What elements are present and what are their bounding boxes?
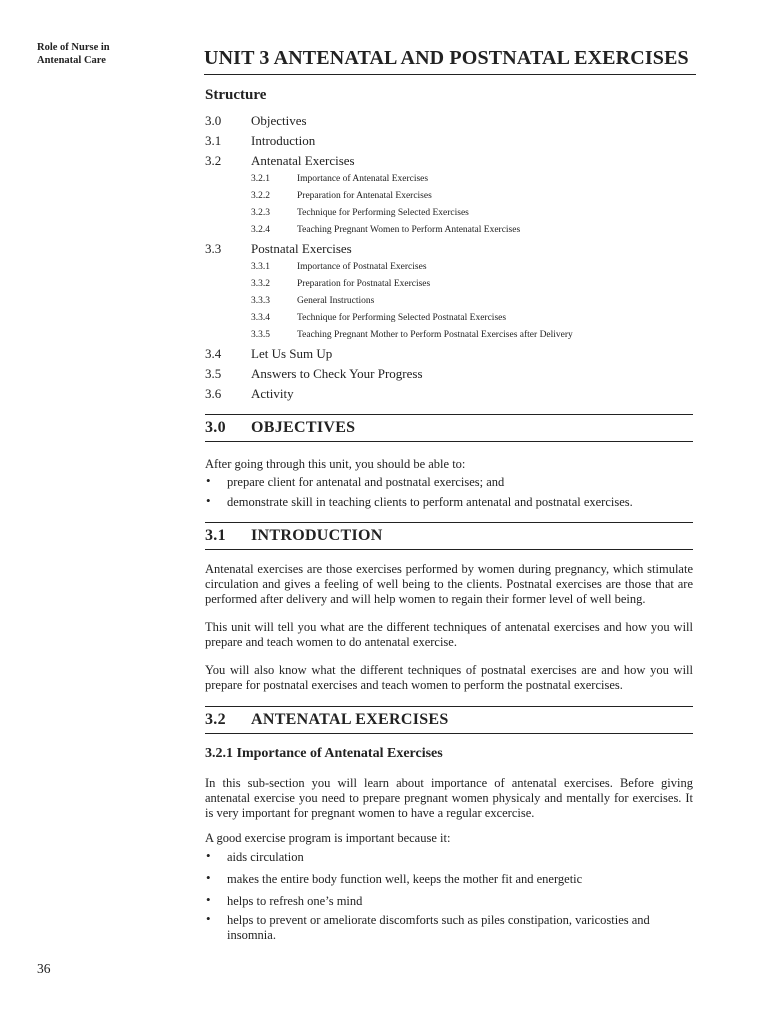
toc-subitem bbox=[205, 171, 693, 188]
list-item-text: makes the entire body function well, keeps the mother fit and energetic bbox=[227, 872, 583, 886]
toc-subitem bbox=[205, 293, 693, 310]
toc-item-label: Answers to Check Your Progress bbox=[251, 366, 423, 381]
section-heading-objectives bbox=[205, 414, 693, 442]
page-number: 36 bbox=[37, 961, 51, 976]
toc-subitem-label: Teaching Pregnant Women to Perform Antenatal Exercises bbox=[297, 225, 521, 235]
toc-item bbox=[205, 151, 693, 171]
toc-subitem bbox=[205, 310, 693, 327]
list-item bbox=[205, 913, 693, 943]
toc-item bbox=[205, 384, 693, 404]
table-of-contents bbox=[205, 111, 693, 404]
toc-item-label: Let Us Sum Up bbox=[251, 346, 333, 361]
unit-title: UNIT 3 ANTENATAL AND POSTNATAL EXERCISES bbox=[204, 44, 696, 75]
toc-subitem-label: General Instructions bbox=[297, 296, 375, 306]
toc-subitem-number: 3.2.2 bbox=[251, 191, 270, 201]
toc-item-number: 3.6 bbox=[205, 386, 222, 401]
toc-item-number: 3.3 bbox=[205, 241, 222, 256]
bullet-icon: • bbox=[206, 493, 211, 508]
bullet-icon: • bbox=[206, 911, 211, 926]
introduction-paragraph: You will also know what the different techniques of postnatal exercises are and how you will prepare for postnatal exercises and teach women to perform the postnatal exercises. bbox=[205, 663, 693, 692]
toc-subitem-label: Technique for Performing Selected Exercises bbox=[297, 208, 469, 218]
introduction-paragraph: This unit will tell you what are the different techniques of antenatal exercises and how you will prepare and teach women to do antenatal exercise. bbox=[205, 620, 693, 649]
section-title: INTRODUCTION bbox=[251, 527, 383, 544]
toc-item-label: Introduction bbox=[251, 133, 316, 148]
objectives-intro: After going through this unit, you should be able to: bbox=[205, 457, 466, 471]
side-note-line-1: Role of Nurse in bbox=[37, 42, 110, 53]
toc-subitem bbox=[205, 327, 693, 344]
toc-subitem-label: Preparation for Antenatal Exercises bbox=[297, 191, 432, 201]
toc-item-number: 3.5 bbox=[205, 366, 222, 381]
toc-item bbox=[205, 344, 693, 364]
toc-subitem-number: 3.3.2 bbox=[251, 279, 270, 289]
introduction-paragraph: Antenatal exercises are those exercises performed by women during pregnancy, which stimulate circulation and gives a feeling of well being to the clients. Postnatal exercises are those that are performed after delivery and will help women to regain their former level of well being. bbox=[205, 562, 693, 606]
toc-subitem-label: Technique for Performing Selected Postnatal Exercises bbox=[297, 313, 507, 323]
list-item bbox=[205, 850, 693, 865]
list-item-text: helps to refresh one’s mind bbox=[227, 894, 363, 908]
toc-item-number: 3.2 bbox=[205, 153, 222, 168]
section-number: 3.2 bbox=[205, 711, 226, 728]
toc-subitem-number: 3.2.1 bbox=[251, 174, 270, 184]
list-item bbox=[205, 894, 693, 909]
toc-item-label: Activity bbox=[251, 386, 294, 401]
toc-item-number: 3.4 bbox=[205, 346, 222, 361]
toc-subitem-number: 3.3.3 bbox=[251, 296, 270, 306]
list-item-text: prepare client for antenatal and postnatal exercises; and bbox=[227, 475, 505, 489]
toc-item-number: 3.1 bbox=[205, 133, 222, 148]
antenatal-list-intro: A good exercise program is important because it: bbox=[205, 831, 451, 845]
toc-subitem-label: Importance of Postnatal Exercises bbox=[297, 262, 427, 272]
toc-item bbox=[205, 131, 693, 151]
section-number: 3.0 bbox=[205, 419, 226, 436]
section-heading-introduction bbox=[205, 522, 693, 550]
side-note-line-2: Antenatal Care bbox=[37, 55, 106, 66]
toc-subitem bbox=[205, 276, 693, 293]
toc-item bbox=[205, 239, 693, 259]
toc-item-label: Antenatal Exercises bbox=[251, 153, 355, 168]
bullet-icon: • bbox=[206, 473, 211, 488]
bullet-icon: • bbox=[206, 848, 211, 863]
toc-item-number: 3.0 bbox=[205, 113, 222, 128]
toc-item bbox=[205, 111, 693, 131]
toc-subitem bbox=[205, 259, 693, 276]
running-header-side-note bbox=[37, 41, 157, 67]
toc-subitem-label: Importance of Antenatal Exercises bbox=[297, 174, 429, 184]
structure-heading: Structure bbox=[205, 87, 267, 103]
list-item-text: helps to prevent or ameliorate discomforts such as piles constipation, varicosties and insomnia. bbox=[227, 913, 650, 942]
toc-subitem bbox=[205, 205, 693, 222]
antenatal-paragraph: In this sub-section you will learn about importance of antenatal exercises. Before giving antenatal exercise you need to prepare pregnant women physicaly and mentally for exercises. It is very important for pregnant women to have a regular excercise. bbox=[205, 776, 693, 820]
page-content bbox=[205, 84, 693, 943]
toc-item-label: Objectives bbox=[251, 113, 307, 128]
section-title: ANTENATAL EXERCISES bbox=[251, 711, 449, 728]
toc-subitem-number: 3.2.3 bbox=[251, 208, 270, 218]
subsection-heading: 3.2.1 Importance of Antenatal Exercises bbox=[205, 746, 443, 761]
section-number: 3.1 bbox=[205, 527, 226, 544]
section-heading-antenatal-exercises bbox=[205, 706, 693, 734]
toc-item-label: Postnatal Exercises bbox=[251, 241, 352, 256]
list-item-text: demonstrate skill in teaching clients to perform antenatal and postnatal exercises. bbox=[227, 495, 633, 509]
bullet-icon: • bbox=[206, 870, 211, 885]
objectives-list bbox=[205, 475, 693, 510]
list-item-text: aids circulation bbox=[227, 850, 304, 864]
toc-subitem-label: Preparation for Postnatal Exercises bbox=[297, 279, 431, 289]
bullet-icon: • bbox=[206, 892, 211, 907]
toc-subitem-number: 3.2.4 bbox=[251, 225, 270, 235]
antenatal-benefits-list bbox=[205, 850, 693, 943]
section-title: OBJECTIVES bbox=[251, 419, 356, 436]
list-item bbox=[205, 872, 693, 887]
list-item bbox=[205, 495, 693, 510]
toc-subitem-number: 3.3.4 bbox=[251, 313, 270, 323]
toc-subitem bbox=[205, 188, 693, 205]
list-item bbox=[205, 475, 693, 490]
toc-subitem-number: 3.3.1 bbox=[251, 262, 270, 272]
toc-subitem-label: Teaching Pregnant Mother to Perform Postnatal Exercises after Delivery bbox=[297, 330, 573, 340]
toc-item bbox=[205, 364, 693, 384]
toc-subitem bbox=[205, 222, 693, 239]
toc-subitem-number: 3.3.5 bbox=[251, 330, 270, 340]
